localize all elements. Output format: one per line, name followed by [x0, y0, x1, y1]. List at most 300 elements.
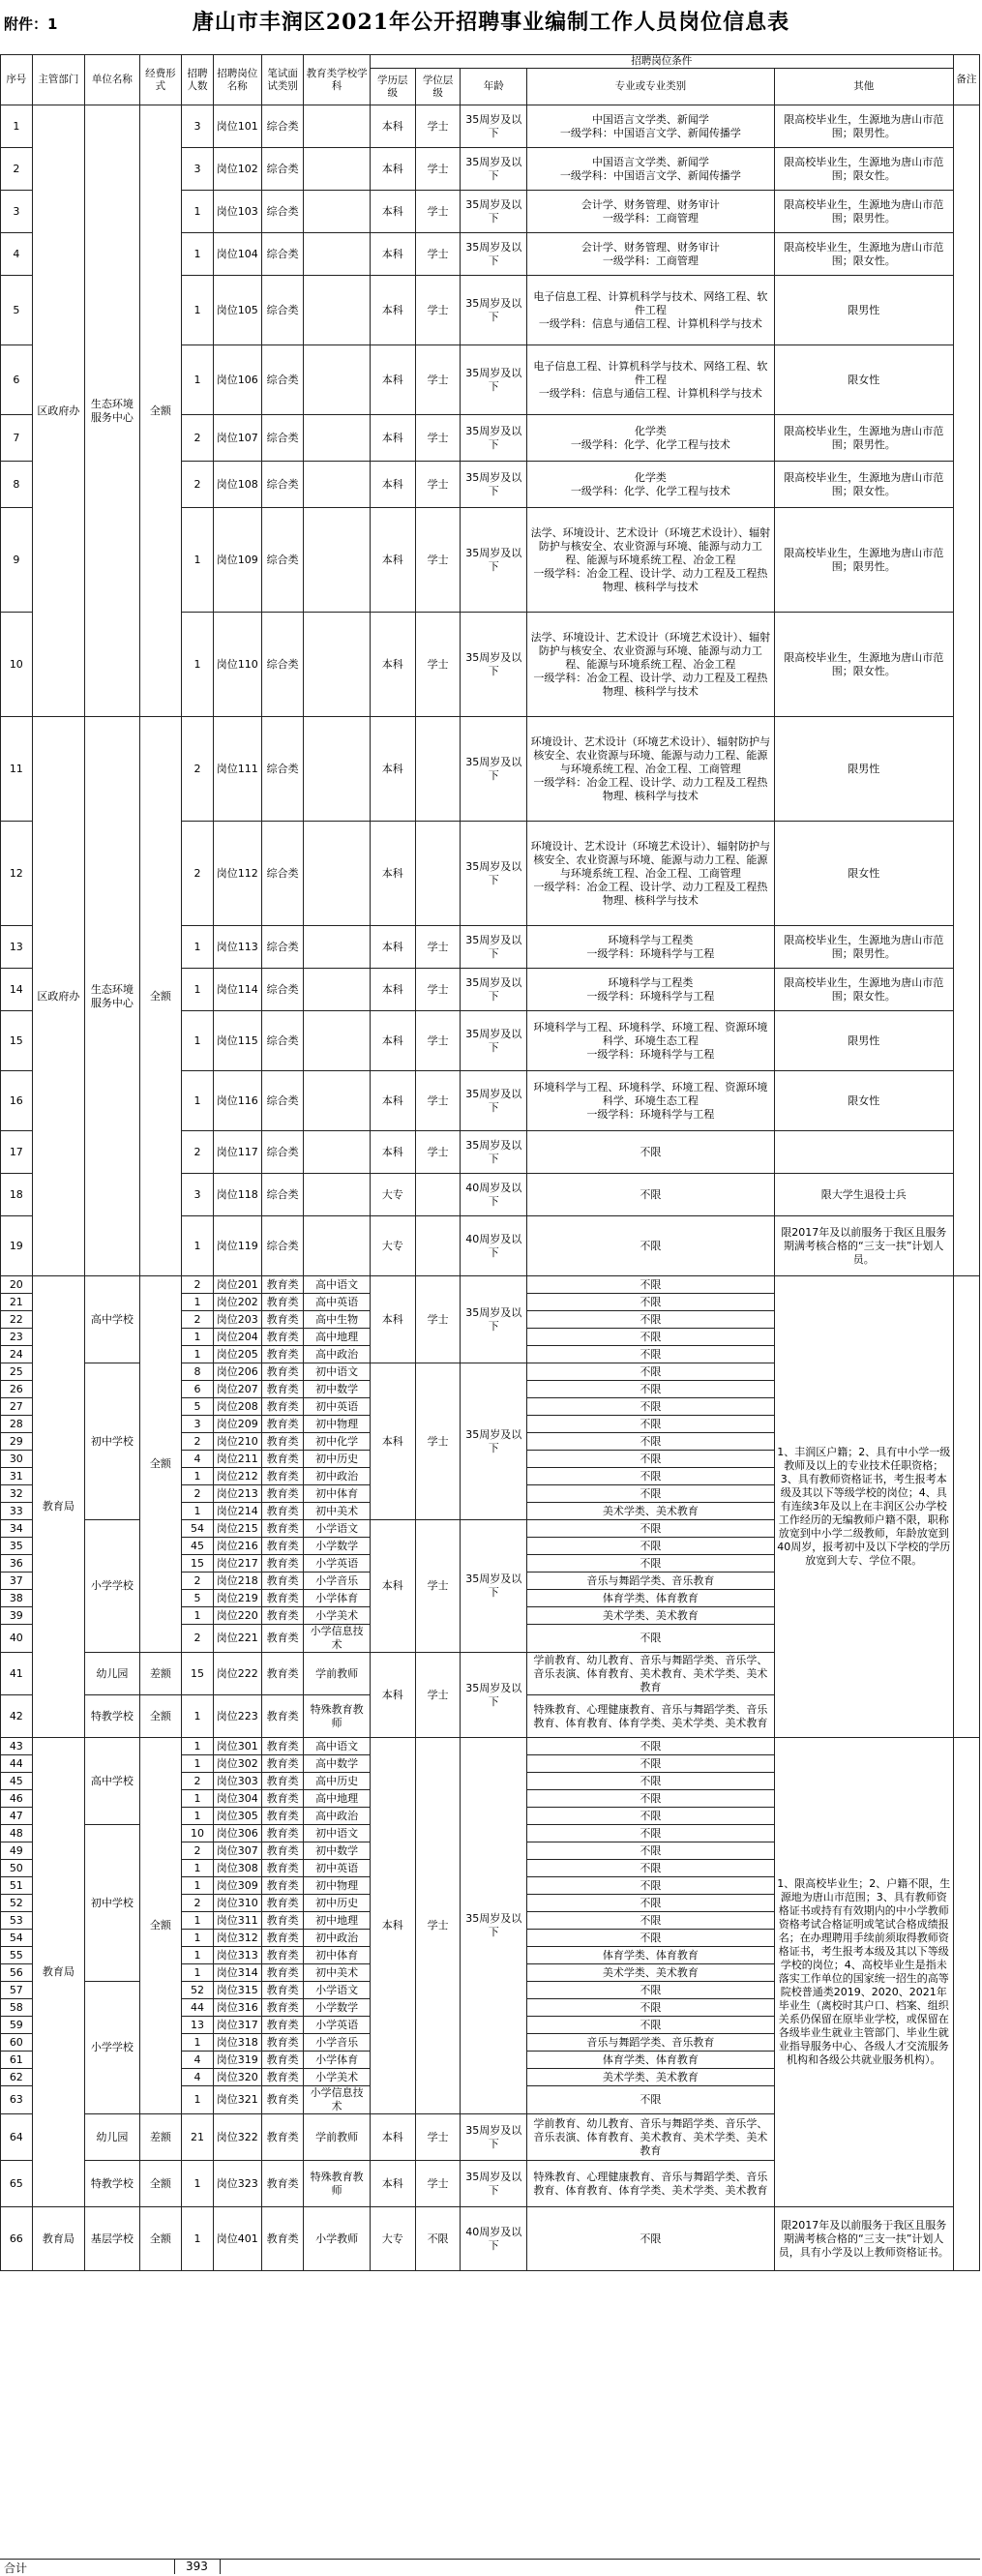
count-cell: 1: [182, 276, 214, 345]
subject-cell: [304, 1131, 371, 1174]
post-cell: 岗位110: [213, 613, 261, 717]
post-cell: 岗位203: [213, 1311, 261, 1329]
degree-cell: 不限: [415, 2207, 461, 2271]
count-cell: 1: [182, 1329, 214, 1346]
remark-cell: [953, 1738, 979, 2271]
count-cell: 1: [182, 1503, 214, 1520]
seq-cell: 13: [1, 926, 33, 969]
exam-cell: 教育类: [261, 1503, 304, 1520]
post-cell: 岗位322: [213, 2114, 261, 2161]
exam-cell: 教育类: [261, 1930, 304, 1947]
subject-cell: [304, 148, 371, 191]
seq-cell: 31: [1, 1468, 33, 1485]
major-cell: 法学、环境设计、艺术设计（环境艺术设计）、辐射防护与核安全、农业资源与环境、能源与动力工程、能源与环境系统工程、冶金工程 一级学科：冶金工程、设计学、动力工程及工程热物理、核科学与技术: [527, 508, 775, 613]
post-cell: 岗位111: [213, 717, 261, 822]
subject-cell: 高中历史: [304, 1773, 371, 1790]
count-cell: 1: [182, 1346, 214, 1363]
age-cell: 35周岁及以下: [461, 1131, 527, 1174]
seq-cell: 51: [1, 1877, 33, 1895]
post-cell: 岗位208: [213, 1398, 261, 1416]
count-cell: 1: [182, 1947, 214, 1964]
other-cell: 限男性: [774, 717, 953, 822]
age-cell: 35周岁及以下: [461, 1071, 527, 1131]
count-cell: 1: [182, 1860, 214, 1877]
school-cell: 初中学校: [85, 1825, 140, 1982]
major-cell: 会计学、财务管理、财务审计 一级学科：工商管理: [527, 233, 775, 276]
exam-cell: 综合类: [261, 1071, 304, 1131]
post-cell: 岗位316: [213, 1999, 261, 2017]
seq-cell: 49: [1, 1842, 33, 1860]
exam-cell: 综合类: [261, 148, 304, 191]
age-cell: 35周岁及以下: [461, 1738, 527, 2114]
post-cell: 岗位303: [213, 1773, 261, 1790]
seq-cell: 52: [1, 1895, 33, 1912]
seq-cell: 19: [1, 1216, 33, 1276]
seq-cell: 6: [1, 345, 33, 415]
subject-cell: 小学美术: [304, 1607, 371, 1625]
subject-cell: 初中历史: [304, 1451, 371, 1468]
major-cell: 不限: [527, 1216, 775, 1276]
subject-cell: [304, 613, 371, 717]
seq-cell: 11: [1, 717, 33, 822]
subject-cell: 高中地理: [304, 1790, 371, 1808]
subject-cell: 高中语文: [304, 1738, 371, 1755]
header-cell: 备注: [953, 55, 979, 105]
seq-cell: 4: [1, 233, 33, 276]
edu-cell: 本科: [370, 1520, 415, 1653]
post-cell: 岗位115: [213, 1011, 261, 1071]
seq-cell: 56: [1, 1964, 33, 1982]
other-cell: 限高校毕业生，生源地为唐山市范围；限女性。: [774, 969, 953, 1011]
unit-cell: 生态环境服务中心: [85, 717, 140, 1276]
exam-cell: 综合类: [261, 1216, 304, 1276]
subject-cell: 小学信息技术: [304, 1625, 371, 1653]
post-cell: 岗位221: [213, 1625, 261, 1653]
other-cell: 限2017年及以前服务于我区且服务期满考核合格的“三支一扶”计划人员，具有小学及以上教师资格证书。: [774, 2207, 953, 2271]
major-cell: 特殊教育、心理健康教育、音乐与舞蹈学类、音乐教育、体育教育、体育学类、美术学类、美术教育: [527, 2161, 775, 2207]
count-cell: 2: [182, 717, 214, 822]
subject-cell: 初中体育: [304, 1485, 371, 1503]
degree-cell: 学士: [415, 415, 461, 462]
edu-cell: 本科: [370, 969, 415, 1011]
other-cell: 限女性: [774, 345, 953, 415]
count-cell: 4: [182, 2052, 214, 2069]
exam-cell: 教育类: [261, 1625, 304, 1653]
count-cell: 1: [182, 233, 214, 276]
major-cell: 不限: [527, 1398, 775, 1416]
degree-cell: 学士: [415, 191, 461, 233]
major-cell: 不限: [527, 1912, 775, 1930]
school-cell: 高中学校: [85, 1276, 140, 1363]
degree-cell: 学士: [415, 345, 461, 415]
age-cell: 35周岁及以下: [461, 2114, 527, 2161]
header-cell: 经费形式: [139, 55, 182, 105]
major-cell: 美术学类、美术教育: [527, 1607, 775, 1625]
header-cell: 主管部门: [32, 55, 84, 105]
post-cell: 岗位319: [213, 2052, 261, 2069]
seq-cell: 37: [1, 1573, 33, 1590]
other-cell: 限2017年及以前服务于我区且服务期满考核合格的“三支一扶”计划人员。: [774, 1216, 953, 1276]
major-cell: 不限: [527, 1485, 775, 1503]
post-cell: 岗位320: [213, 2069, 261, 2086]
post-cell: 岗位101: [213, 105, 261, 148]
seq-cell: 23: [1, 1329, 33, 1346]
edu-cell: 本科: [370, 462, 415, 508]
count-cell: 1: [182, 1755, 214, 1773]
subject-cell: [304, 926, 371, 969]
exam-cell: 教育类: [261, 1607, 304, 1625]
seq-cell: 32: [1, 1485, 33, 1503]
other-cell: 限高校毕业生，生源地为唐山市范围；限女性。: [774, 613, 953, 717]
major-cell: 不限: [527, 1468, 775, 1485]
exam-cell: 教育类: [261, 1755, 304, 1773]
exam-cell: 教育类: [261, 1381, 304, 1398]
school-cell: 幼儿园: [85, 2114, 140, 2161]
seq-cell: 61: [1, 2052, 33, 2069]
subject-cell: 特殊教育教师: [304, 2161, 371, 2207]
seq-cell: 60: [1, 2034, 33, 2052]
count-cell: 1: [182, 1808, 214, 1825]
subject-cell: [304, 1011, 371, 1071]
other-cell: 限高校毕业生，生源地为唐山市范围；限男性。: [774, 191, 953, 233]
edu-cell: 本科: [370, 1011, 415, 1071]
subject-cell: [304, 508, 371, 613]
major-cell: 不限: [527, 1860, 775, 1877]
count-cell: 21: [182, 2114, 214, 2161]
funding-cell: 全额: [139, 717, 182, 1276]
seq-cell: 26: [1, 1381, 33, 1398]
exam-cell: 教育类: [261, 1416, 304, 1433]
seq-cell: 18: [1, 1174, 33, 1216]
seq-cell: 64: [1, 2114, 33, 2161]
edu-cell: 大专: [370, 1216, 415, 1276]
age-cell: 35周岁及以下: [461, 926, 527, 969]
post-cell: 岗位116: [213, 1071, 261, 1131]
count-cell: 3: [182, 148, 214, 191]
major-cell: 体育学类、体育教育: [527, 1590, 775, 1607]
age-cell: 40周岁及以下: [461, 1216, 527, 1276]
subject-cell: 小学语文: [304, 1982, 371, 1999]
count-cell: 1: [182, 2034, 214, 2052]
subject-cell: [304, 1071, 371, 1131]
post-cell: 岗位304: [213, 1790, 261, 1808]
major-cell: 不限: [527, 1416, 775, 1433]
seq-cell: 44: [1, 1755, 33, 1773]
count-cell: 1: [182, 1964, 214, 1982]
subject-cell: 高中地理: [304, 1329, 371, 1346]
major-cell: 不限: [527, 1381, 775, 1398]
age-cell: 35周岁及以下: [461, 276, 527, 345]
age-cell: 35周岁及以下: [461, 105, 527, 148]
degree-cell: 学士: [415, 613, 461, 717]
seq-cell: 55: [1, 1947, 33, 1964]
degree-cell: 学士: [415, 1276, 461, 1363]
other-cell: 限高校毕业生，生源地为唐山市范围；限女性。: [774, 233, 953, 276]
major-cell: 会计学、财务管理、财务审计 一级学科：工商管理: [527, 191, 775, 233]
count-cell: 1: [182, 1738, 214, 1755]
age-cell: 35周岁及以下: [461, 822, 527, 926]
seq-cell: 8: [1, 462, 33, 508]
degree-cell: 学士: [415, 969, 461, 1011]
major-cell: 不限: [527, 1625, 775, 1653]
post-cell: 岗位302: [213, 1755, 261, 1773]
exam-cell: 综合类: [261, 415, 304, 462]
exam-cell: 教育类: [261, 1485, 304, 1503]
seq-cell: 54: [1, 1930, 33, 1947]
count-cell: 1: [182, 1294, 214, 1311]
major-cell: 不限: [527, 1311, 775, 1329]
other-cell: 限女性: [774, 1071, 953, 1131]
edu-cell: 本科: [370, 822, 415, 926]
subject-cell: [304, 1216, 371, 1276]
major-cell: 环境科学与工程、环境科学、环境工程、资源环境科学、环境生态工程 一级学科：环境科学与工程: [527, 1071, 775, 1131]
major-cell: 中国语言文学类、新闻学 一级学科：中国语言文学、新闻传播学: [527, 105, 775, 148]
count-cell: 2: [182, 415, 214, 462]
post-cell: 岗位102: [213, 148, 261, 191]
exam-cell: 教育类: [261, 1982, 304, 1999]
post-cell: 岗位118: [213, 1174, 261, 1216]
header-cell: 单位名称: [85, 55, 140, 105]
seq-cell: 16: [1, 1071, 33, 1131]
major-cell: 不限: [527, 1276, 775, 1294]
count-cell: 2: [182, 1573, 214, 1590]
seq-cell: 47: [1, 1808, 33, 1825]
edu-cell: 本科: [370, 233, 415, 276]
subject-cell: [304, 822, 371, 926]
post-cell: 岗位213: [213, 1485, 261, 1503]
exam-cell: 教育类: [261, 1363, 304, 1381]
seq-cell: 59: [1, 2017, 33, 2034]
seq-cell: 12: [1, 822, 33, 926]
exam-cell: 教育类: [261, 1738, 304, 1755]
subject-cell: 小学音乐: [304, 2034, 371, 2052]
other-cell: 限大学生退役士兵: [774, 1174, 953, 1216]
post-cell: 岗位309: [213, 1877, 261, 1895]
edu-cell: 本科: [370, 345, 415, 415]
school-cell: 特教学校: [85, 1695, 140, 1738]
degree-cell: [415, 1216, 461, 1276]
edu-cell: 本科: [370, 148, 415, 191]
post-cell: 岗位119: [213, 1216, 261, 1276]
subject-cell: 高中英语: [304, 1294, 371, 1311]
count-cell: 1: [182, 1607, 214, 1625]
exam-cell: 教育类: [261, 2052, 304, 2069]
header-cell: 学历层级: [370, 69, 415, 105]
major-cell: 不限: [527, 2017, 775, 2034]
subject-cell: [304, 105, 371, 148]
other-cell: 1、限高校毕业生；2、户籍不限，生源地为唐山市范围；3、具有教师资格证书或持有有效期内的中小学教师资格考试合格证明或笔试合格成绩报名；在办理聘用手续前须取得教师资格证书，考生报考本级及其以下等级学校的岗位；4、高校毕业生是指未落实工作单位的国家统一招生的高等院校普通类2019、2020、2021年毕业生（离校时其户口、档案、组织关系仍保留在原毕业学校，或保留在各级毕业生就业主管部门、毕业生就业指导服务中心、各级人才交流服务机构和各级公共就业服务机构）。: [774, 1738, 953, 2207]
seq-cell: 43: [1, 1738, 33, 1755]
exam-cell: 综合类: [261, 822, 304, 926]
post-cell: 岗位317: [213, 2017, 261, 2034]
major-cell: 不限: [527, 1808, 775, 1825]
count-cell: 2: [182, 1842, 214, 1860]
edu-cell: 本科: [370, 1131, 415, 1174]
exam-cell: 教育类: [261, 1451, 304, 1468]
edu-cell: 本科: [370, 2114, 415, 2161]
age-cell: 40周岁及以下: [461, 2207, 527, 2271]
exam-cell: 教育类: [261, 1773, 304, 1790]
total-row: [0, 2559, 980, 2574]
seq-cell: 46: [1, 1790, 33, 1808]
major-cell: 不限: [527, 1131, 775, 1174]
other-cell: 限高校毕业生，生源地为唐山市范围；限男性。: [774, 105, 953, 148]
major-cell: 美术学类、美术教育: [527, 1964, 775, 1982]
count-cell: 3: [182, 1174, 214, 1216]
count-cell: 2: [182, 462, 214, 508]
exam-cell: 教育类: [261, 1790, 304, 1808]
count-cell: 1: [182, 1216, 214, 1276]
count-cell: 13: [182, 2017, 214, 2034]
school-cell: 初中学校: [85, 1363, 140, 1520]
exam-cell: 教育类: [261, 1520, 304, 1538]
seq-cell: 10: [1, 613, 33, 717]
subject-cell: 初中数学: [304, 1381, 371, 1398]
exam-cell: 教育类: [261, 2069, 304, 2086]
funding-cell: 差额: [139, 1653, 182, 1695]
post-cell: 岗位215: [213, 1520, 261, 1538]
count-cell: 2: [182, 1625, 214, 1653]
post-cell: 岗位313: [213, 1947, 261, 1964]
subject-cell: [304, 276, 371, 345]
exam-cell: 综合类: [261, 233, 304, 276]
exam-cell: 综合类: [261, 926, 304, 969]
seq-cell: 33: [1, 1503, 33, 1520]
subject-cell: 初中物理: [304, 1416, 371, 1433]
exam-cell: 教育类: [261, 1964, 304, 1982]
post-cell: 岗位210: [213, 1433, 261, 1451]
major-cell: 不限: [527, 1895, 775, 1912]
other-cell: [774, 1131, 953, 1174]
edu-cell: 本科: [370, 1276, 415, 1363]
count-cell: 2: [182, 1276, 214, 1294]
post-cell: 岗位223: [213, 1695, 261, 1738]
seq-cell: 57: [1, 1982, 33, 1999]
exam-cell: 综合类: [261, 969, 304, 1011]
major-cell: 音乐与舞蹈学类、音乐教育: [527, 1573, 775, 1590]
seq-cell: 66: [1, 2207, 33, 2271]
post-cell: 岗位306: [213, 1825, 261, 1842]
post-cell: 岗位214: [213, 1503, 261, 1520]
seq-cell: 40: [1, 1625, 33, 1653]
subject-cell: 小学数学: [304, 1999, 371, 2017]
degree-cell: 学士: [415, 1011, 461, 1071]
count-cell: 2: [182, 822, 214, 926]
count-cell: 2: [182, 1311, 214, 1329]
count-cell: 1: [182, 508, 214, 613]
exam-cell: 综合类: [261, 105, 304, 148]
post-cell: 岗位207: [213, 1381, 261, 1398]
count-cell: 1: [182, 1695, 214, 1738]
page-title: 唐山市丰润区2021年公开招聘事业编制工作人员岗位信息表: [192, 10, 790, 35]
major-cell: 不限: [527, 1451, 775, 1468]
major-cell: 法学、环境设计、艺术设计（环境艺术设计）、辐射防护与核安全、农业资源与环境、能源与动力工程、能源与环境系统工程、冶金工程 一级学科：冶金工程、设计学、动力工程及工程热物理、核科学与技术: [527, 613, 775, 717]
exam-cell: 教育类: [261, 2114, 304, 2161]
exam-cell: 教育类: [261, 1947, 304, 1964]
exam-cell: 综合类: [261, 1131, 304, 1174]
post-cell: 岗位112: [213, 822, 261, 926]
remark-cell: [953, 1276, 979, 1738]
subject-cell: [304, 462, 371, 508]
post-cell: 岗位321: [213, 2086, 261, 2114]
seq-cell: 45: [1, 1773, 33, 1790]
major-cell: 不限: [527, 1346, 775, 1363]
seq-cell: 27: [1, 1398, 33, 1416]
exam-cell: 教育类: [261, 1398, 304, 1416]
exam-cell: 综合类: [261, 345, 304, 415]
post-cell: 岗位305: [213, 1808, 261, 1825]
subject-cell: 小学教师: [304, 2207, 371, 2271]
degree-cell: 学士: [415, 926, 461, 969]
seq-cell: 14: [1, 969, 33, 1011]
subject-cell: 高中政治: [304, 1808, 371, 1825]
header-cell: 其他: [774, 69, 953, 105]
seq-cell: 48: [1, 1825, 33, 1842]
unit-cell: 生态环境服务中心: [85, 105, 140, 717]
major-cell: 不限: [527, 1174, 775, 1216]
major-cell: 美术学类、美术教育: [527, 2069, 775, 2086]
seq-cell: 2: [1, 148, 33, 191]
major-cell: 不限: [527, 1930, 775, 1947]
school-cell: 高中学校: [85, 1738, 140, 1825]
subject-cell: [304, 415, 371, 462]
major-cell: 特殊教育、心理健康教育、音乐与舞蹈学类、音乐教育、体育教育、体育学类、美术学类、美术教育: [527, 1695, 775, 1738]
funding-cell: 全额: [139, 105, 182, 717]
seq-cell: 29: [1, 1433, 33, 1451]
count-cell: 44: [182, 1999, 214, 2017]
subject-cell: 学前教师: [304, 1653, 371, 1695]
seq-cell: 34: [1, 1520, 33, 1538]
major-cell: 体育学类、体育教育: [527, 1947, 775, 1964]
major-cell: 不限: [527, 1825, 775, 1842]
exam-cell: 综合类: [261, 191, 304, 233]
post-cell: 岗位211: [213, 1451, 261, 1468]
count-cell: 8: [182, 1363, 214, 1381]
degree-cell: [415, 717, 461, 822]
post-cell: 岗位216: [213, 1538, 261, 1555]
seq-cell: 3: [1, 191, 33, 233]
exam-cell: 教育类: [261, 1311, 304, 1329]
edu-cell: 本科: [370, 613, 415, 717]
post-cell: 岗位104: [213, 233, 261, 276]
edu-cell: 本科: [370, 1738, 415, 2114]
funding-cell: 差额: [139, 2114, 182, 2161]
funding-cell: 全额: [139, 1738, 182, 2114]
seq-cell: 7: [1, 415, 33, 462]
exam-cell: 教育类: [261, 2086, 304, 2114]
subject-cell: 初中政治: [304, 1930, 371, 1947]
degree-cell: [415, 1174, 461, 1216]
major-cell: 不限: [527, 1982, 775, 1999]
count-cell: 5: [182, 1398, 214, 1416]
major-cell: 体育学类、体育教育: [527, 2052, 775, 2069]
subject-cell: 小学英语: [304, 2017, 371, 2034]
school-cell: 特教学校: [85, 2161, 140, 2207]
edu-cell: 大专: [370, 2207, 415, 2271]
post-cell: 岗位201: [213, 1276, 261, 1294]
post-cell: 岗位401: [213, 2207, 261, 2271]
age-cell: 35周岁及以下: [461, 148, 527, 191]
seq-cell: 58: [1, 1999, 33, 2017]
post-cell: 岗位307: [213, 1842, 261, 1860]
header-cell: 招聘人数: [182, 55, 214, 105]
seq-cell: 1: [1, 105, 33, 148]
total-label: 合计: [4, 2561, 28, 2575]
exam-cell: 综合类: [261, 717, 304, 822]
exam-cell: 教育类: [261, 1538, 304, 1555]
major-cell: 不限: [527, 1999, 775, 2017]
count-cell: 3: [182, 1416, 214, 1433]
